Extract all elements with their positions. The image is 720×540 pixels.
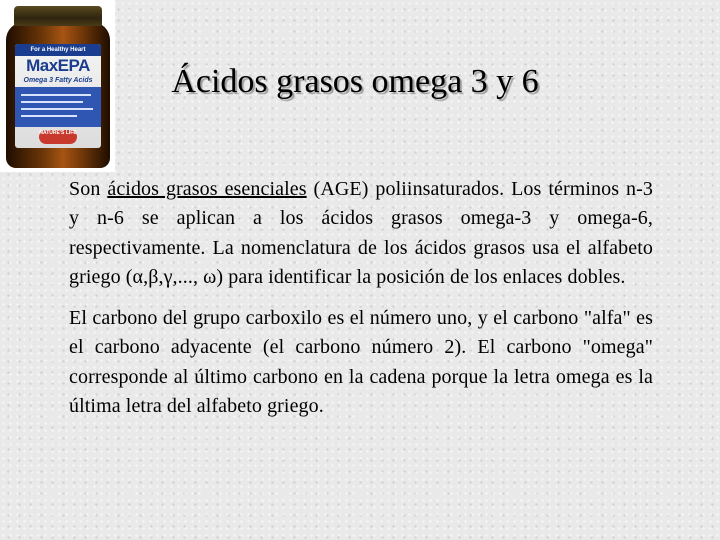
paragraph-1-start: Son: [69, 178, 108, 200]
label-brand: MaxEPA: [26, 56, 90, 75]
essential-fatty-acids-link[interactable]: ácidos grasos esenciales: [107, 178, 307, 200]
paragraph-1: [69, 175, 653, 292]
paragraph-2: El carbono del grupo carboxilo es el número uno, y el carbono "alfa" es el carbono adyacente (el carbono número 2). El carbono "omega" corresponde al último carbono en la cadena porque la letra omega es la última letra del alfabeto griego.: [69, 307, 653, 418]
bottle-label: [15, 44, 101, 148]
supplement-bottle-image: [0, 0, 115, 172]
paragraph-1-rest: (AGE) poliinsaturados. Los términos n-3 y n-6 se aplican a los ácidos grasos omega-3 y omega-6, respectivamente. La nomenclatura de los ácidos grasos usa el alfabeto griego (α,β,γ,..., ω) para identificar la posición de los enlaces dobles.: [69, 178, 653, 288]
label-info-band: [15, 87, 101, 127]
slide-title: Ácidos grasos omega 3 y 6: [171, 63, 539, 100]
bottle: [6, 6, 110, 168]
label-subtitle: Omega 3 Fatty Acids: [23, 77, 93, 84]
brand-logo-text: NATURE'S LIFE: [39, 130, 77, 136]
brand-logo: [39, 130, 77, 144]
label-text-line: [21, 115, 77, 117]
bottle-cap: [14, 6, 102, 26]
label-text-line: [21, 101, 83, 103]
slide-body: [69, 175, 653, 433]
label-text-line: [21, 94, 91, 96]
label-top-strip: For a Healthy Heart: [15, 44, 101, 56]
label-text-line: [21, 108, 93, 110]
